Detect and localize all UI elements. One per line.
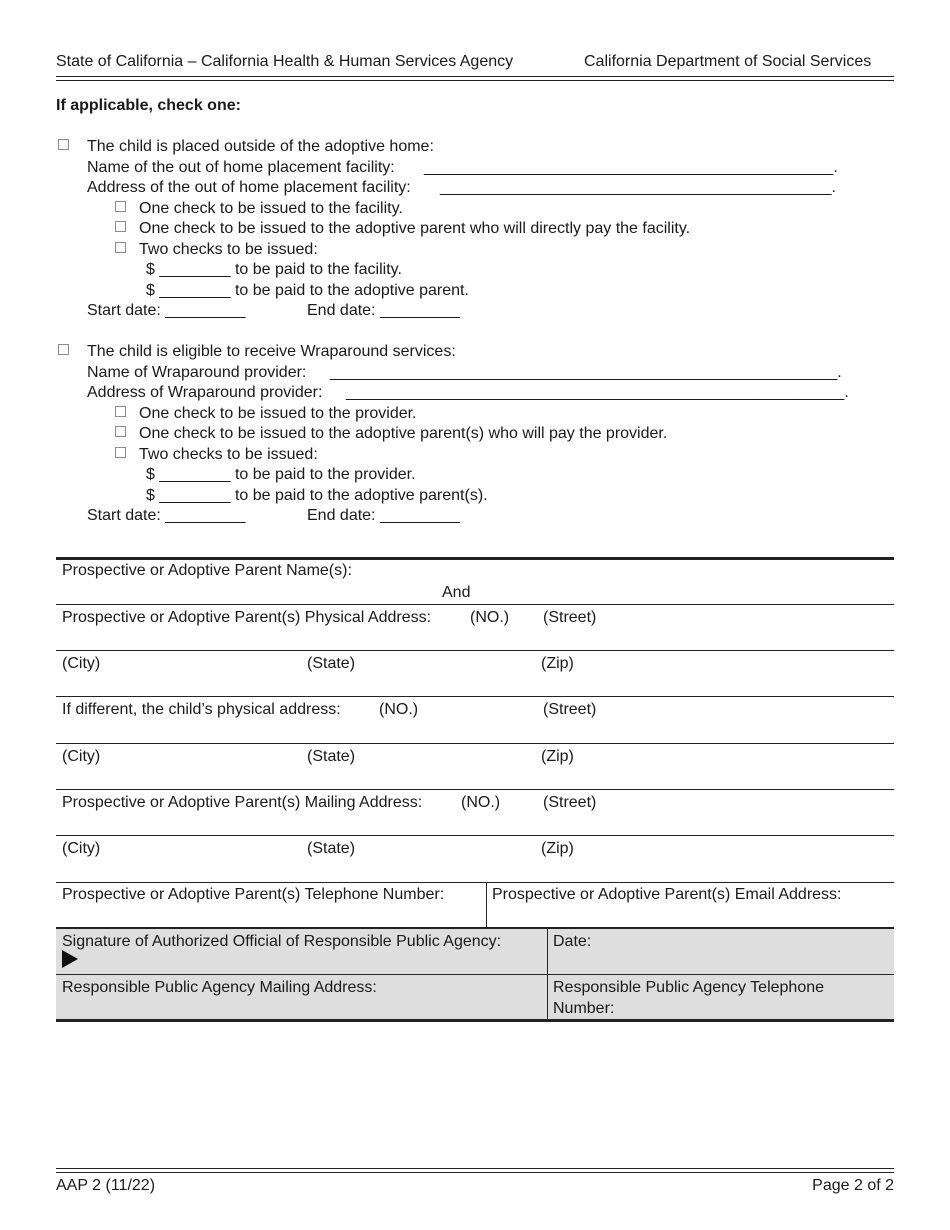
table-bottom-rule <box>56 1019 894 1022</box>
placement-option1-label: One check to be issued to the facility. <box>139 200 403 217</box>
mailing-address-street: (Street) <box>543 794 597 811</box>
wraparound-amount-parent[interactable]: $ ________ to be paid to the adoptive parent(s). <box>146 487 488 504</box>
parent-telephone-label: Prospective or Adoptive Parent(s) Telephone Number: <box>62 886 445 903</box>
child-address-no: (NO.) <box>379 701 419 718</box>
wraparound-end-date[interactable]: End date: _________ <box>307 507 461 524</box>
physical-address-no: (NO.) <box>470 609 510 626</box>
wraparound-option1-label: One check to be issued to the provider. <box>139 405 417 422</box>
signature-label: Signature of Authorized Official of Responsible Public Agency: <box>62 933 502 950</box>
parent-info-table <box>56 0 894 1230</box>
parent-names-and: And <box>442 584 471 601</box>
provider-address-field[interactable]: ________________________________________________________. <box>346 384 849 401</box>
table-top-rule <box>56 557 894 560</box>
table-rule <box>56 789 894 790</box>
physical-address-street: (Street) <box>543 609 597 626</box>
header-agency: State of California – California Health & Human Services Agency <box>56 53 514 70</box>
child-city: (City) <box>62 748 101 765</box>
physical-city: (City) <box>62 655 101 672</box>
child-address-street: (Street) <box>543 701 597 718</box>
header-department: California Department of Social Services <box>584 53 872 70</box>
placement-option2-label: One check to be issued to the adoptive parent who will directly pay the facility. <box>139 220 691 237</box>
placement-label: The child is placed outside of the adoptive home: <box>87 138 434 155</box>
facility-address-field[interactable]: ____________________________________________. <box>440 179 836 196</box>
provider-name-label: Name of Wraparound provider: <box>87 364 307 381</box>
mailing-zip: (Zip) <box>541 840 574 857</box>
placement-end-date[interactable]: End date: _________ <box>307 302 461 319</box>
physical-state: (State) <box>307 655 356 672</box>
agency-mailing-label: Responsible Public Agency Mailing Address: <box>62 979 377 996</box>
date-label: Date: <box>553 933 592 950</box>
agency-divider <box>547 928 548 1021</box>
mailing-city: (City) <box>62 840 101 857</box>
form-id: AAP 2 (11/22) <box>56 1177 156 1194</box>
phone-email-divider <box>486 882 487 928</box>
table-rule <box>56 650 894 651</box>
child-address-label: If different, the child’s physical address: <box>62 701 341 718</box>
table-rule <box>56 696 894 697</box>
placement-amount-facility[interactable]: $ ________ to be paid to the facility. <box>146 261 402 278</box>
table-rule <box>56 974 894 975</box>
wraparound-amount-provider[interactable]: $ ________ to be paid to the provider. <box>146 466 416 483</box>
mailing-address-label: Prospective or Adoptive Parent(s) Mailing Address: <box>62 794 423 811</box>
facility-name-label: Name of the out of home placement facility: <box>87 159 395 176</box>
child-zip: (Zip) <box>541 748 574 765</box>
table-rule <box>56 927 894 929</box>
page-number: Page 2 of 2 <box>812 1177 894 1194</box>
table-rule <box>56 604 894 605</box>
wraparound-option2-label: One check to be issued to the adoptive parent(s) who will pay the provider. <box>139 425 668 442</box>
parent-names-label: Prospective or Adoptive Parent Name(s): <box>62 562 352 579</box>
placement-option3-label: Two checks to be issued: <box>139 241 318 258</box>
table-rule <box>56 743 894 744</box>
facility-name-field[interactable]: ______________________________________________. <box>424 159 838 176</box>
child-state: (State) <box>307 748 356 765</box>
physical-zip: (Zip) <box>541 655 574 672</box>
footer-rule-bottom <box>56 1172 894 1173</box>
mailing-state: (State) <box>307 840 356 857</box>
mailing-address-no: (NO.) <box>461 794 501 811</box>
physical-address-label: Prospective or Adoptive Parent(s) Physical Address: <box>62 609 432 626</box>
wraparound-label: The child is eligible to receive Wraparound services: <box>87 343 456 360</box>
agency-phone-label-line1: Responsible Public Agency Telephone <box>553 979 825 996</box>
placement-start-date[interactable]: Start date: _________ <box>87 302 246 319</box>
placement-amount-parent[interactable]: $ ________ to be paid to the adoptive parent. <box>146 282 469 299</box>
check-heading: If applicable, check one: <box>56 97 241 114</box>
provider-name-field[interactable]: _________________________________________________________. <box>330 364 842 381</box>
agency-phone-label-line2: Number: <box>553 1000 615 1017</box>
play-arrow-icon <box>62 950 78 968</box>
table-rule <box>56 835 894 836</box>
footer-rule-top <box>56 1168 894 1169</box>
wraparound-option3-label: Two checks to be issued: <box>139 446 318 463</box>
parent-email-label: Prospective or Adoptive Parent(s) Email Address: <box>492 886 842 903</box>
wraparound-start-date[interactable]: Start date: _________ <box>87 507 246 524</box>
facility-address-label: Address of the out of home placement facility: <box>87 179 411 196</box>
provider-address-label: Address of Wraparound provider: <box>87 384 323 401</box>
table-rule <box>56 882 894 883</box>
